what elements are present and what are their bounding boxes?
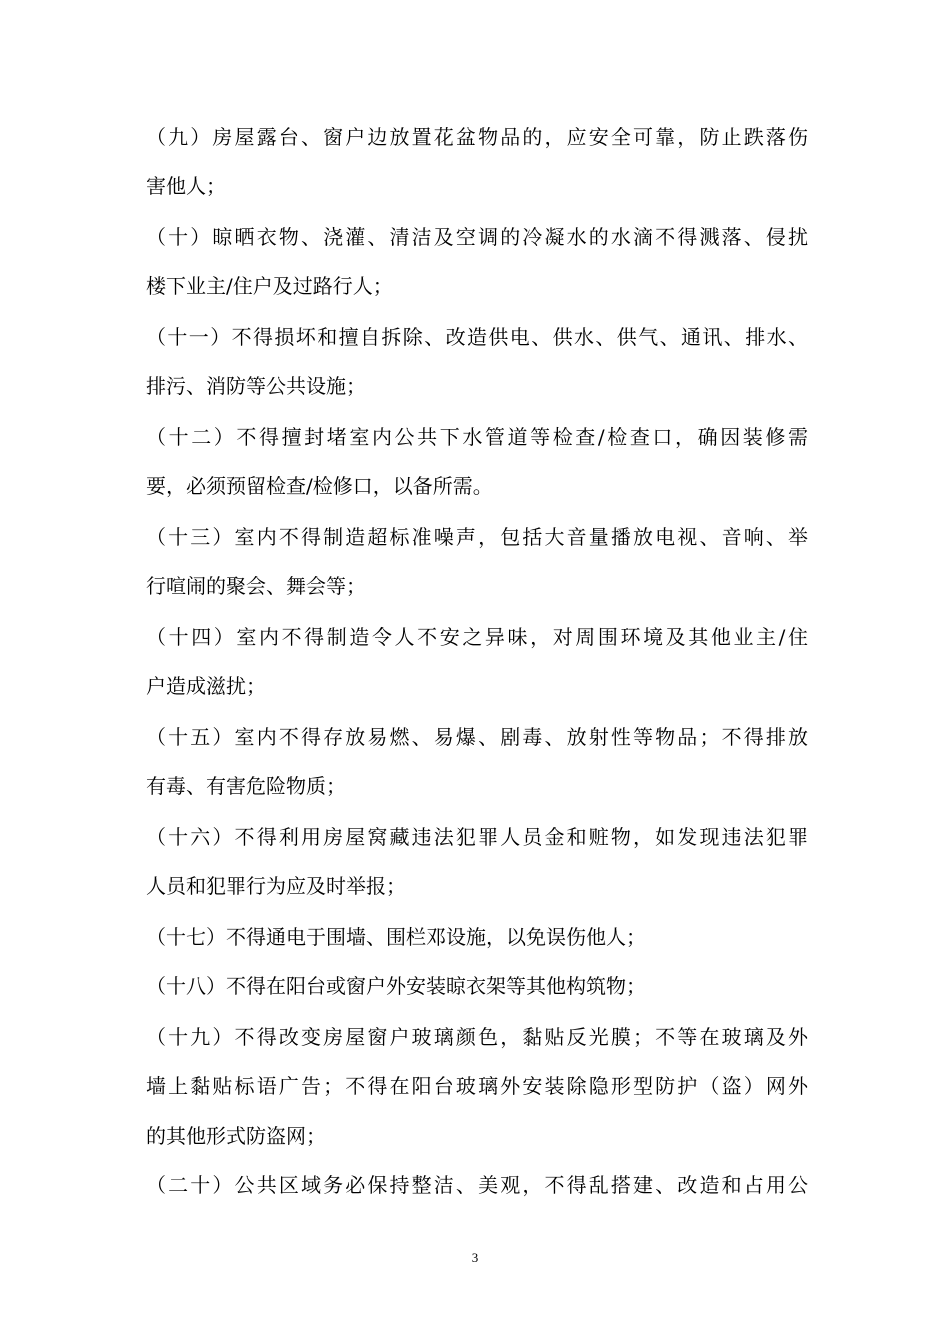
text-line: 人员和犯罪行为应及时举报；: [146, 874, 406, 898]
text-line: 的其他形式防盗网；: [146, 1124, 326, 1148]
text-line: 有毒、有害危险物质；: [146, 774, 346, 798]
text-line: 要，必须预留检查/检修口，以备所需。: [146, 474, 493, 498]
text-line: 户造成滋扰；: [146, 674, 266, 698]
text-line: （十）晾晒衣物、浇灌、清洁及空调的冷凝水的水滴不得溅落、侵扰: [146, 225, 808, 249]
text-line: （十四）室内不得制造令人不安之异味，对周围环境及其他业主/住: [146, 625, 808, 649]
text-line: 墙上黏贴标语广告；不得在阳台玻璃外安装除隐形型防护（盗）网外: [146, 1074, 808, 1098]
text-line: （十六）不得利用房屋窝藏违法犯罪人员金和赃物，如发现违法犯罪: [146, 825, 808, 849]
text-line: （十八）不得在阳台或窗户外安装晾衣架等其他构筑物；: [146, 974, 646, 998]
text-line: （十七）不得通电于围墙、围栏邓设施，以免误伤他人；: [146, 925, 646, 949]
text-line: 楼下业主/住户及过路行人；: [146, 274, 393, 298]
text-line: 害他人；: [146, 174, 226, 198]
text-line: （十五）室内不得存放易燃、易爆、剧毒、放射性等物品；不得排放: [146, 725, 808, 749]
text-line: （十三）室内不得制造超标准噪声，包括大音量播放电视、音响、举: [146, 525, 808, 549]
text-line: （十九）不得改变房屋窗户玻璃颜色，黏贴反光膜；不等在玻璃及外: [146, 1025, 808, 1049]
text-line: （九）房屋露台、窗户边放置花盆物品的，应安全可靠，防止跌落伤: [146, 125, 808, 149]
page-number: 3: [471, 1250, 479, 1265]
text-line: （十二）不得擅封堵室内公共下水管道等检查/检查口，确因装修需: [146, 425, 808, 449]
text-line: 行喧闹的聚会、舞会等；: [146, 574, 366, 598]
text-line: （十一）不得损坏和擅自拆除、改造供电、供水、供气、通讯、排水、: [146, 325, 808, 349]
text-line: （二十）公共区域务必保持整洁、美观，不得乱搭建、改造和占用公: [146, 1173, 808, 1197]
text-line: 排污、消防等公共设施；: [146, 374, 366, 398]
